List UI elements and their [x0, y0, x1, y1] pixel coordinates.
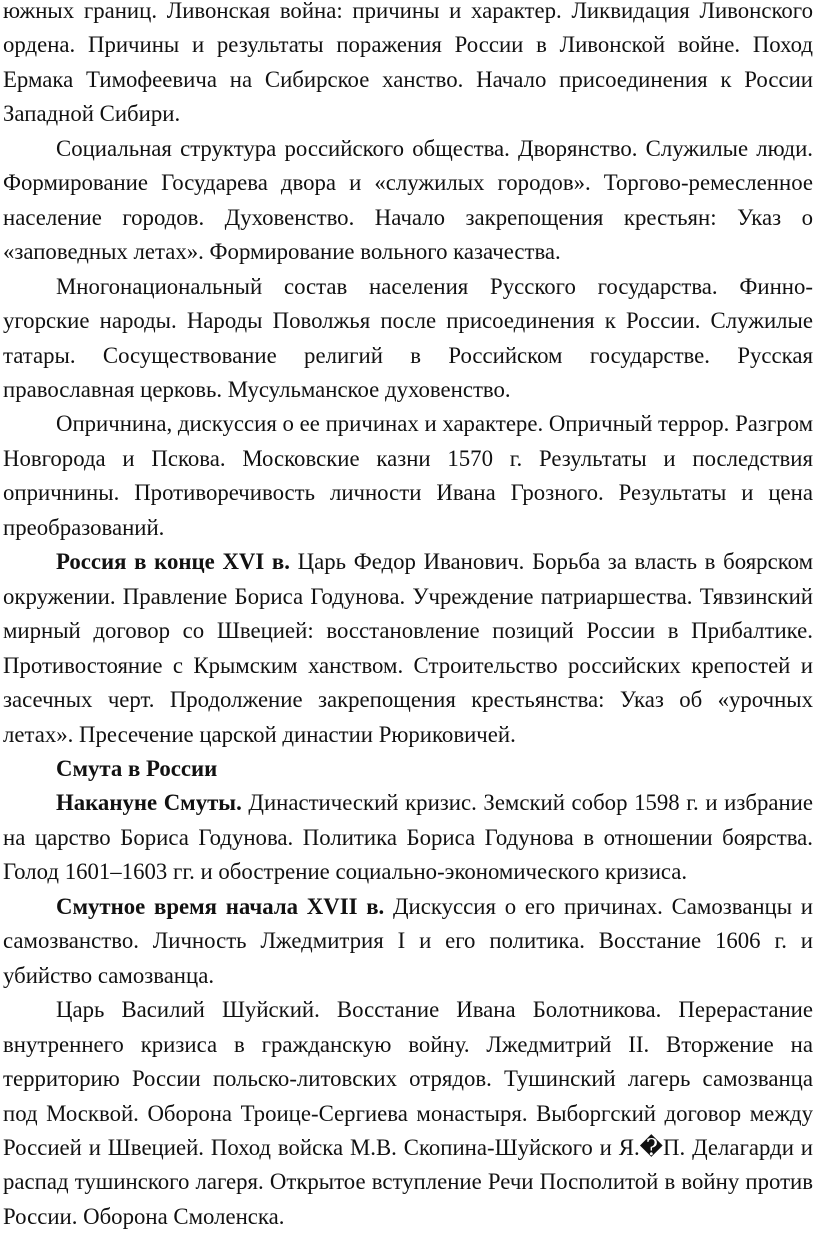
paragraph-eve-of-smuta — [3, 786, 813, 889]
section-lead: Накануне Смуты. — [56, 790, 242, 816]
paragraph-late-16th-century — [3, 545, 813, 752]
paragraph-text: Опричнина, дискуссия о ее причинах и характере. Опричный террор. Разгром Новгорода и Пскова. Московские казни 1570 г. Результаты и последствия опричнины. Противоречивость личности Ивана Грозного. Результаты и цена преобразований. — [3, 411, 814, 540]
paragraph-oprichnina — [3, 407, 813, 545]
paragraph-time-of-troubles — [3, 890, 813, 993]
paragraph-text: Царь Василий Шуйский. Восстание Ивана Болотникова. Перерастание внутреннего кризиса в гражданскую войну. Лжедмитрий II. Вторжение на территорию России польско-литовских отрядов. Тушинский лагерь самозванца под Москвой. Оборона Троице-Сергиева монастыря. Выборгский договор между Россией и Швецией. Поход войска М.В. Скопина-Шуйского и Я.�П. Делагарди и распад тушинского лагеря. Открытое вступление Речи Посполитой в войну против России. Оборона Смоленска. — [3, 997, 813, 1229]
paragraph-vasily-shuisky — [3, 993, 813, 1234]
heading-text: Смута в России — [56, 755, 218, 781]
paragraph-multinational — [3, 270, 813, 408]
section-heading-smuta — [3, 752, 813, 786]
paragraph-text: Царь Федор Иванович. Борьба за власть в боярском окружении. Правление Бориса Годунова. Учреждение патриаршества. Тявзинский мирный договор со Швецией: восстановление позиций России в Прибалтике. Противостояние с Крымским ханством. Строительство российских крепостей и засечных черт. Продолжение закрепощения крестьянства: Указ об «урочных летах». Пресечение царской династии Рюриковичей. — [3, 549, 814, 747]
paragraph-social-structure — [3, 132, 813, 270]
paragraph-text: Династический кризис. Земский собор 1598 г. и избрание на царство Бориса Годунова. Политика Бориса Годунова в отношении боярства. Голод 1601–1603 гг. и обострение социально-экономического кризиса. — [3, 790, 813, 885]
paragraph-text: Социальная структура российского общества. Дворянство. Служилые люди. Формирование Государева двора и «служилых городов». Торгово-ремесленное население городов. Духовенство. Начало закрепощения крестьян: Указ о «заповедных летах». Формирование вольного казачества. — [3, 135, 813, 265]
paragraph-livonian-war — [3, 0, 813, 132]
paragraph-text: Многонациональный состав населения Русского государства. Финно-угорские народы. Народы Поволжья после присоединения к России. Служилые татары. Сосуществование религий в Российском государстве. Русская православная церковь. Мусульманское духовенство. — [3, 273, 813, 402]
paragraph-text: Дискуссия о его причинах. Самозванцы и самозванство. Личность Лжедмитрия I и его политика. Восстание 1606 г. и убийство самозванца. — [3, 893, 814, 988]
section-lead: Россия в конце XVI в. — [56, 549, 290, 575]
paragraph-text: южных границ. Ливонская война: причины и характер. Ликвидация Ливонского ордена. Причины и результаты поражения России в Ливонской войне. Поход Ермака Тимофеевича на Сибирское ханство. Начало присоединения к России Западной Сибири. — [3, 0, 813, 127]
section-lead: Смутное время начала XVII в. — [56, 893, 385, 919]
